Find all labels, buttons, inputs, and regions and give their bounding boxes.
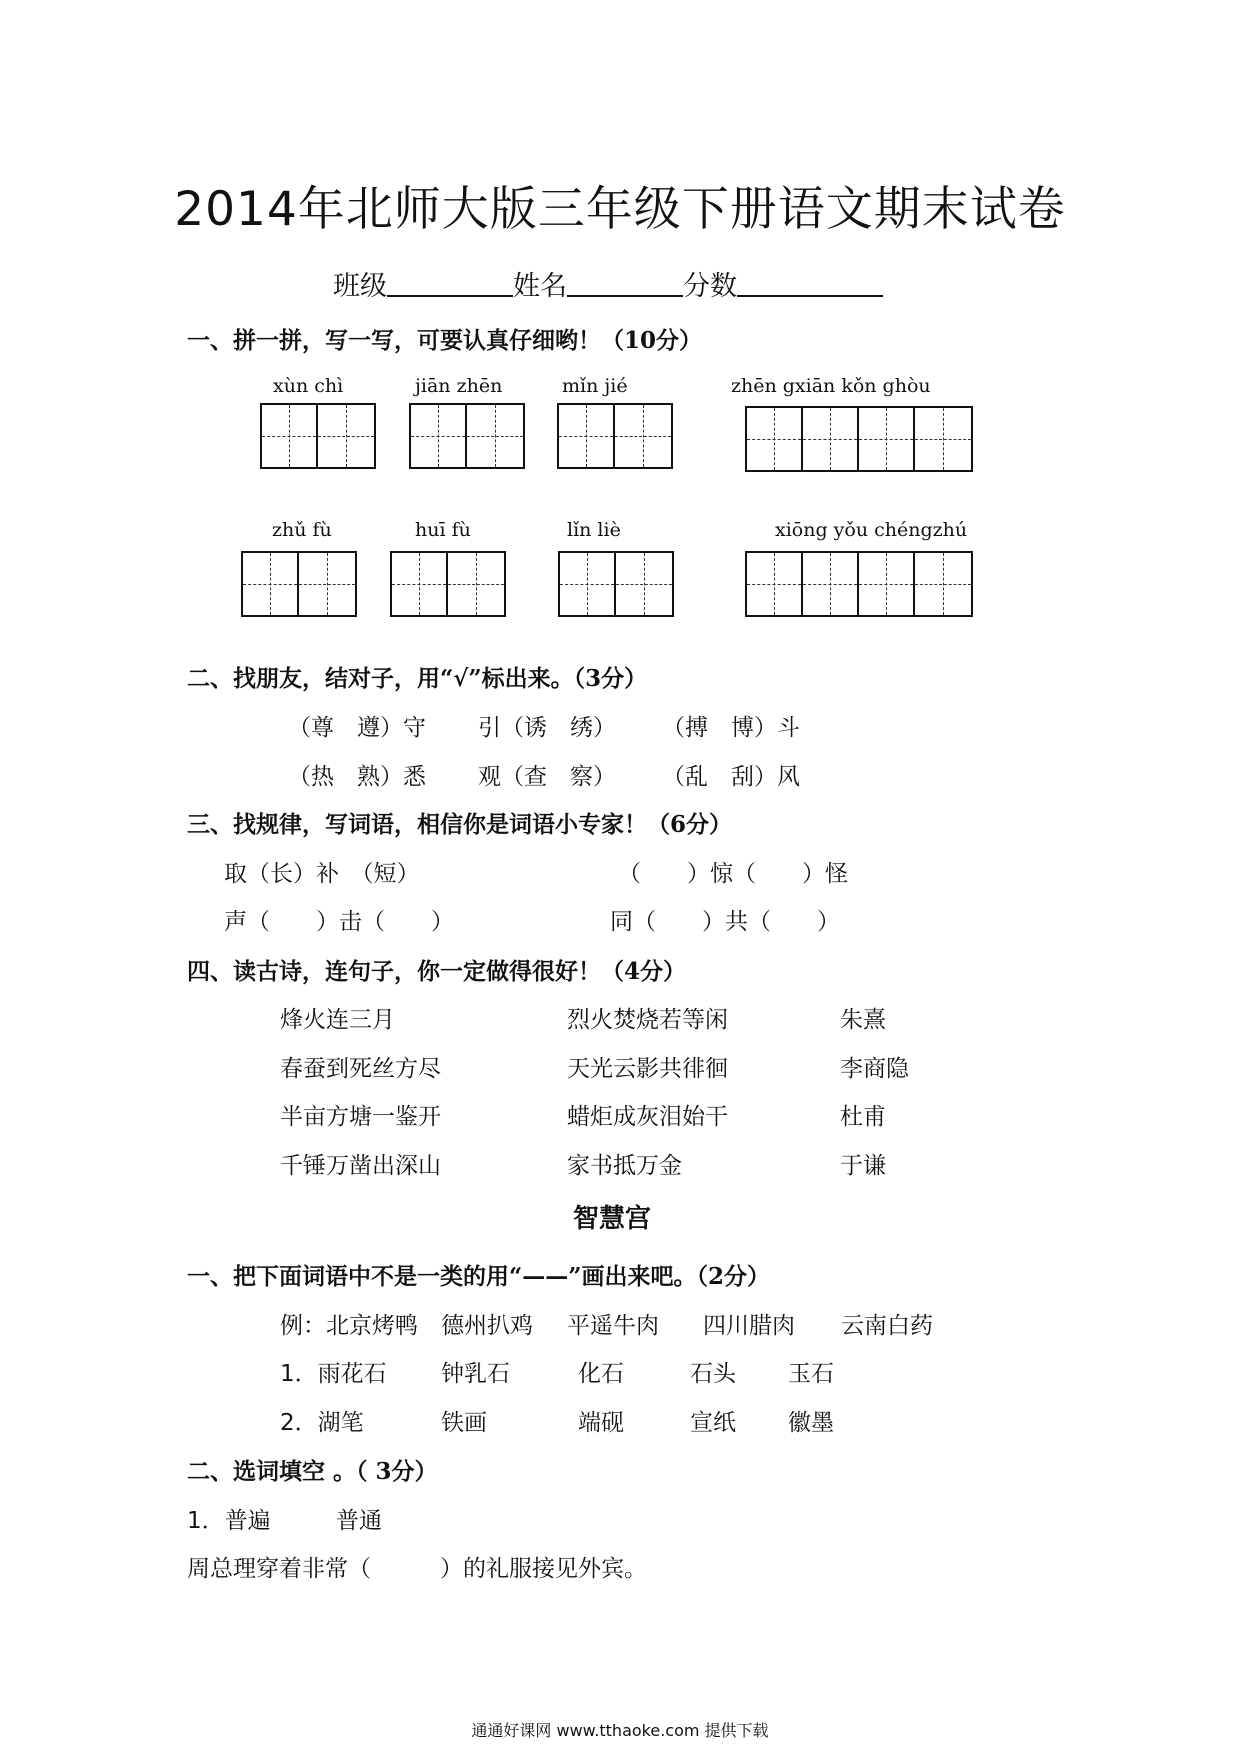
pinyin-label: huī fù [415, 519, 471, 541]
word-choice[interactable]: （热 熟）悉 [288, 764, 426, 790]
example-word: 云南白药 [841, 1313, 933, 1339]
section3-heading: 三、找规律，写词语，相信你是词语小专家！（6分） [187, 811, 733, 838]
writing-grid[interactable] [241, 551, 357, 617]
pinyin-label: xùn chì [273, 375, 344, 397]
word-option[interactable]: 铁画 [441, 1410, 487, 1436]
poem-line[interactable]: 蜡炬成灰泪始干 [567, 1104, 728, 1130]
word-option: 1．普遍 [187, 1508, 271, 1534]
word-option[interactable]: 钟乳石 [441, 1361, 510, 1387]
page-title: 2014年北师大版三年级下册语文期末试卷 [174, 182, 1066, 237]
class-label: 班级 [333, 271, 387, 302]
word-option[interactable]: 玉石 [788, 1361, 834, 1387]
class-field[interactable] [387, 267, 513, 297]
example-word: 德州扒鸡 [441, 1313, 533, 1339]
word-option[interactable]: 宣纸 [690, 1410, 736, 1436]
writing-grid[interactable] [745, 551, 973, 617]
pinyin-label: xiōng yǒu chéngzhú [775, 519, 968, 541]
poem-line[interactable]: 半亩方塘一鉴开 [280, 1104, 441, 1130]
name-field[interactable] [567, 267, 683, 297]
poem-line[interactable]: 烽火连三月 [280, 1007, 395, 1033]
pinyin-label: mǐn jié [562, 375, 628, 397]
pattern-item[interactable]: （ ）惊（ ）怪 [618, 861, 848, 887]
example-word: 平遥牛肉 [567, 1313, 659, 1339]
word-choice[interactable]: （乱 刮）风 [662, 764, 800, 790]
word-choice[interactable]: 观（查 察） [478, 764, 616, 790]
section4-heading: 四、读古诗，连句子，你一定做得很好！（4分） [187, 958, 687, 985]
writing-grid[interactable] [260, 403, 376, 469]
pinyin-label: zhǔ fù [272, 519, 332, 541]
wisdom-q2-heading: 二、选词填空 。（ 3分） [187, 1458, 438, 1485]
pinyin-label: lǐn liè [567, 519, 621, 541]
pattern-item: 取（长）补 （短） [224, 861, 420, 887]
example-word: 四川腊肉 [703, 1313, 795, 1339]
word-option[interactable]: 徽墨 [788, 1410, 834, 1436]
poem-line[interactable]: 烈火焚烧若等闲 [567, 1007, 728, 1033]
fill-sentence[interactable]: 周总理穿着非常（ ）的礼服接见外宾。 [187, 1556, 647, 1582]
writing-grid[interactable] [557, 403, 673, 469]
poem-line[interactable]: 家书抵万金 [567, 1153, 682, 1179]
student-info [333, 264, 883, 303]
score-label: 分数 [683, 271, 737, 302]
word-option[interactable]: 端砚 [578, 1410, 624, 1436]
name-label: 姓名 [513, 271, 567, 302]
word-choice[interactable]: 引（诱 绣） [478, 715, 616, 741]
word-choice[interactable]: （尊 遵）守 [288, 715, 426, 741]
word-option[interactable]: 2．湖笔 [280, 1410, 364, 1436]
pinyin-label: jiān zhēn [415, 375, 503, 397]
pinyin-label: zhēn gxiān kǒn ghòu [731, 375, 931, 397]
pattern-item[interactable]: 同（ ）共（ ） [610, 909, 840, 935]
writing-grid[interactable] [409, 403, 525, 469]
footer-credit: 通通好课网 www.tthaoke.com 提供下载 [471, 1721, 769, 1740]
poem-line[interactable]: 春蚕到死丝方尽 [280, 1056, 441, 1082]
writing-grid[interactable] [390, 551, 506, 617]
word-option[interactable]: 化石 [578, 1361, 624, 1387]
section2-heading: 二、找朋友，结对子，用“√”标出来。（3分） [187, 665, 648, 692]
poem-line[interactable]: 千锤万凿出深山 [280, 1153, 441, 1179]
word-choice[interactable]: （搏 博）斗 [662, 715, 800, 741]
section1-heading: 一、拼一拼，写一写，可要认真仔细哟！（10分） [187, 327, 703, 354]
poet-name[interactable]: 于谦 [840, 1153, 886, 1179]
poet-name[interactable]: 朱熹 [840, 1007, 886, 1033]
word-option: 普通 [336, 1508, 382, 1534]
pattern-item[interactable]: 声（ ）击（ ） [224, 909, 454, 935]
wisdom-q1-heading: 一、把下面词语中不是一类的用“——”画出来吧。（2分） [187, 1263, 770, 1290]
word-option[interactable]: 石头 [690, 1361, 736, 1387]
example-word: 例：北京烤鸭 [280, 1313, 418, 1339]
wisdom-heading: 智慧宫 [573, 1204, 652, 1234]
poem-line[interactable]: 天光云影共徘徊 [567, 1056, 728, 1082]
writing-grid[interactable] [558, 551, 674, 617]
word-option[interactable]: 1．雨花石 [280, 1361, 387, 1387]
poet-name[interactable]: 李商隐 [840, 1056, 909, 1082]
score-field[interactable] [737, 267, 883, 297]
writing-grid[interactable] [745, 406, 973, 472]
poet-name[interactable]: 杜甫 [840, 1104, 886, 1130]
